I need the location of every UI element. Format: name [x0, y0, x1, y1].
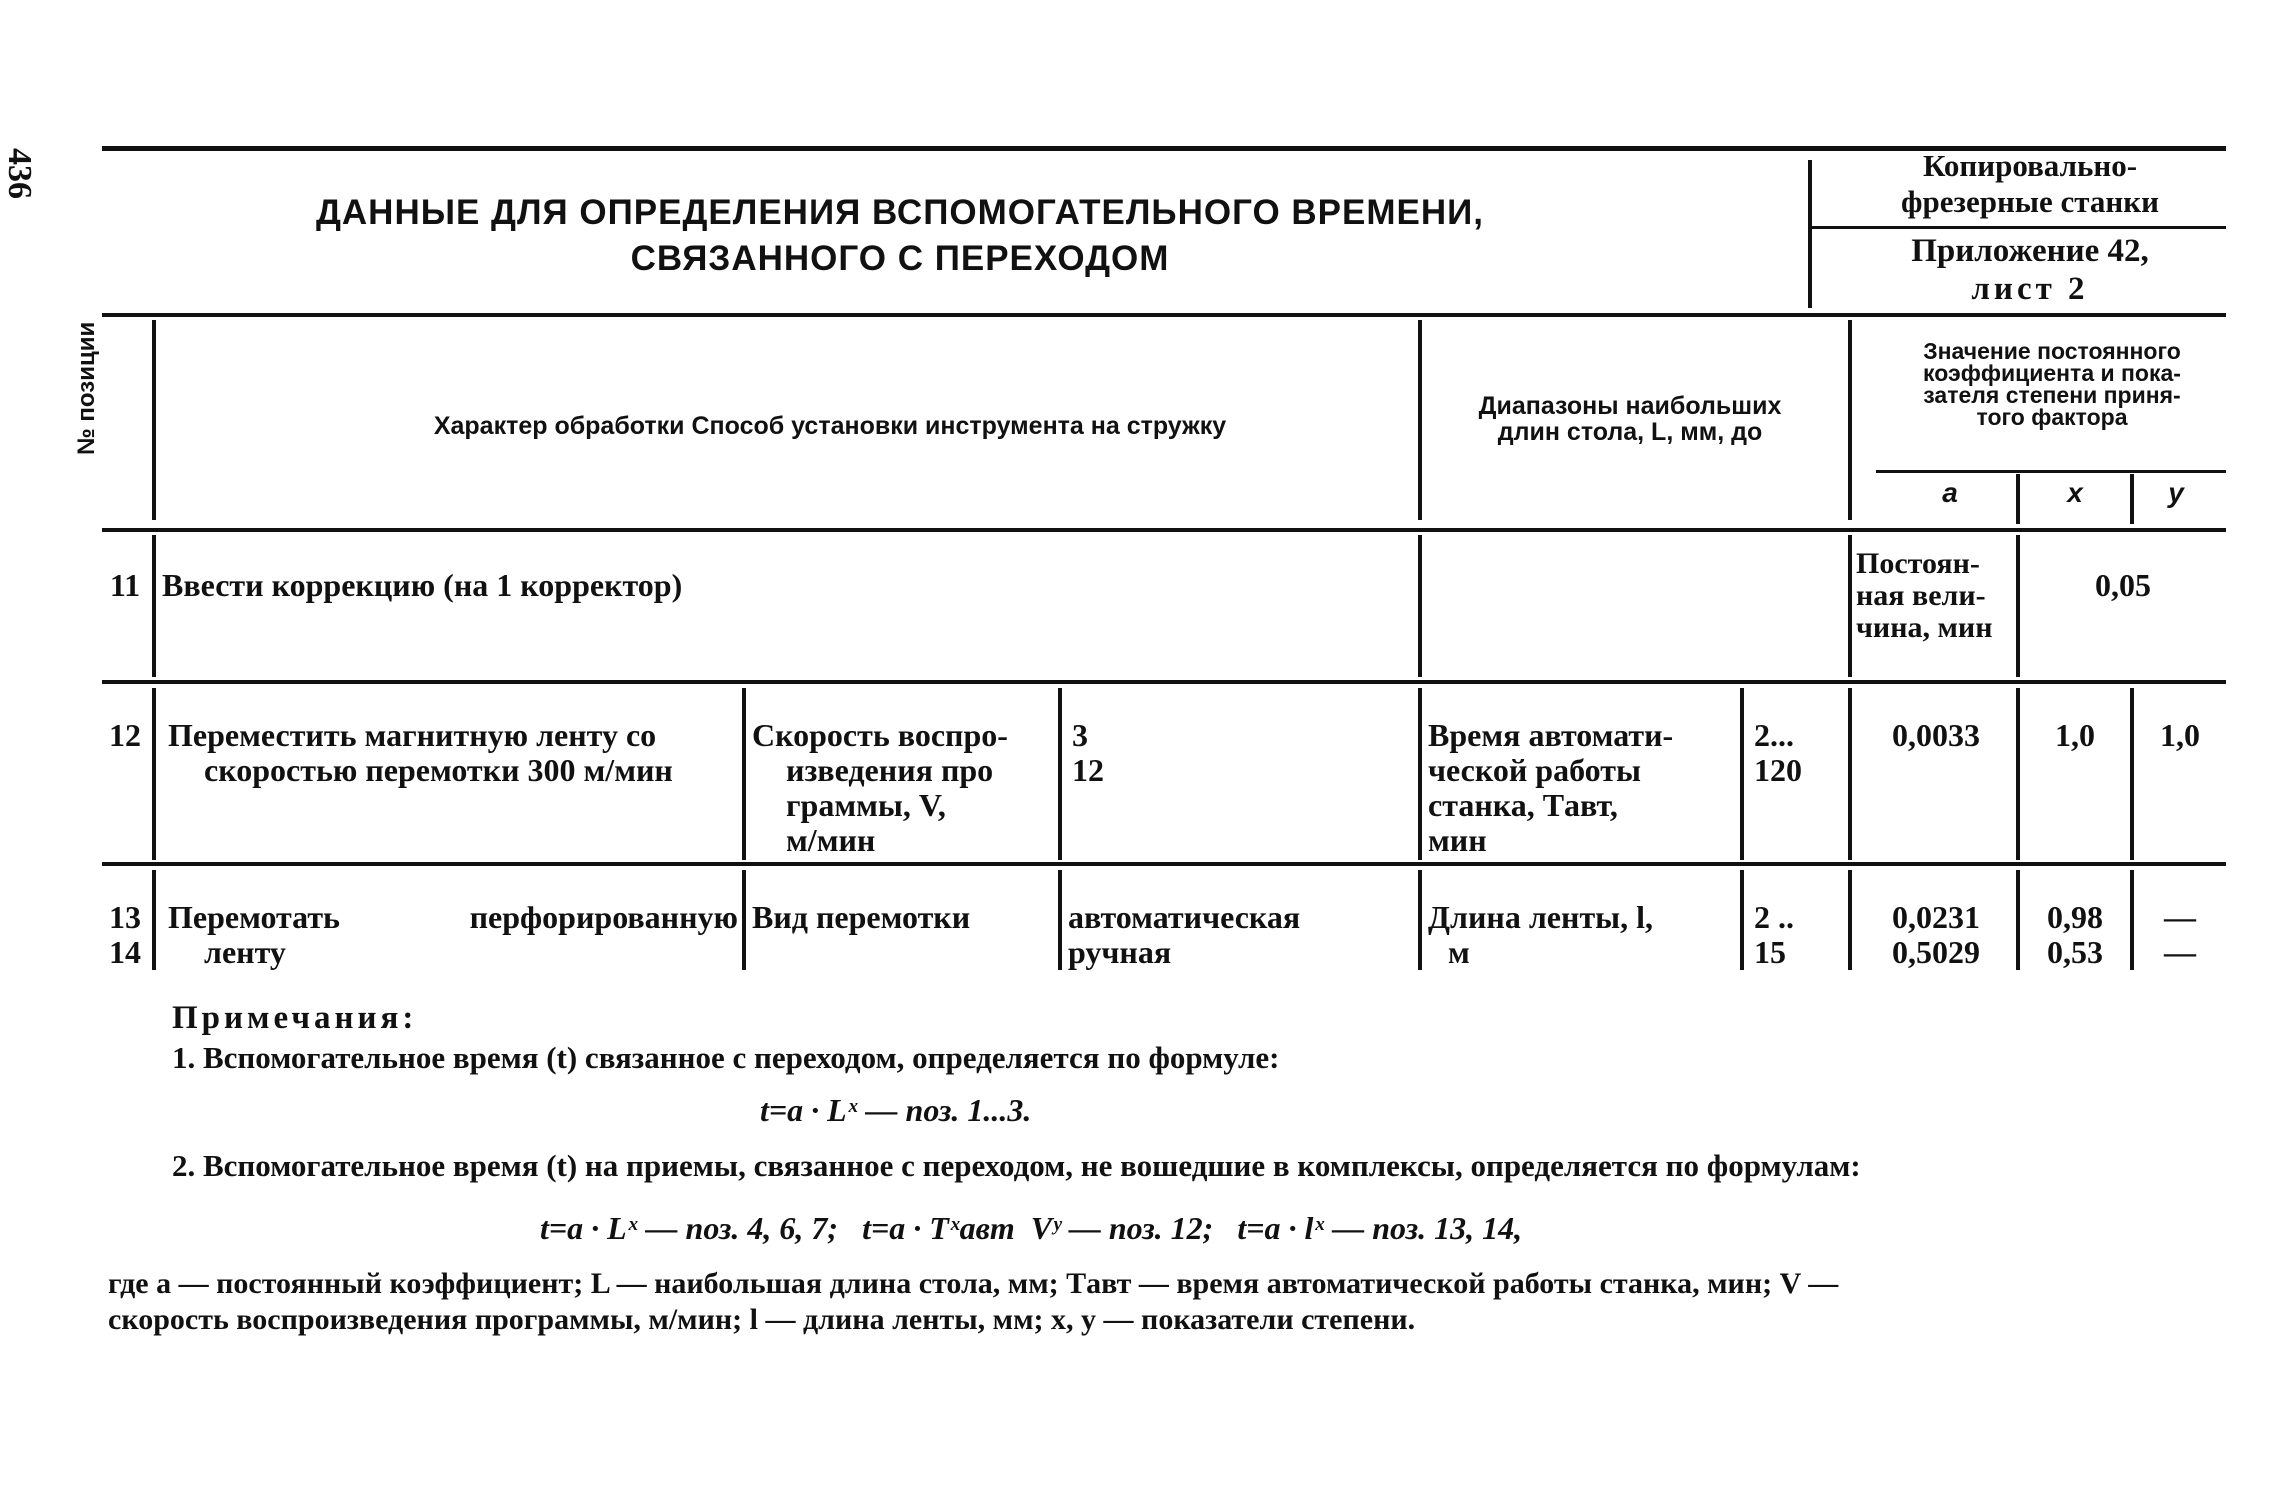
row12-range-line-1: 2...: [1754, 717, 1794, 753]
row13-description-line-1a: Перемотать: [168, 899, 340, 935]
row13-description-line-1b: перфорированную: [469, 899, 738, 935]
row11-description: Ввести коррекцию (на 1 корректор): [162, 567, 683, 603]
row12-method: [752, 718, 1052, 858]
col-header-range-line-1: Диапазоны наибольших: [1478, 392, 1782, 420]
row12-values-line-1: 3: [1072, 717, 1088, 753]
row12-description-line-1: Переместить магнитную ленту со: [168, 717, 657, 753]
row11-constant-line-1: Постоян-: [1856, 547, 1980, 580]
table-top-rule: [102, 313, 2226, 317]
col-header-y: y: [2168, 477, 2184, 508]
row13-position: [100, 900, 150, 970]
row12-values-line-2: 12: [1072, 752, 1104, 788]
row11-vline-const: [2016, 535, 2020, 677]
row12-method-line-1: Скорость воспро-: [752, 717, 1008, 753]
hdr-vline-pos: [152, 320, 156, 520]
title-line-2: СВЯЗАННОГО С ПЕРЕХОДОМ: [630, 239, 1170, 278]
col-header-coef-line-2: коэффициента и пока-: [1923, 360, 2181, 386]
page-number: 436: [1, 148, 38, 199]
row13-method: Вид перемотки: [752, 899, 971, 935]
formula-2: t=a · Lˣ — поз. 4, 6, 7; t=a · Tˣавт Vʸ — поз. 12; t=a · lˣ — поз. 13, 14,: [540, 1210, 1523, 1246]
row11-constant-line-2: ная вели-: [1856, 579, 1986, 612]
row11-constant-label: [1856, 548, 2016, 644]
row12-vline-vals: [1058, 688, 1062, 860]
row13-vline-method: [742, 870, 746, 970]
appendix-line-1: Приложение 42,: [1911, 233, 2149, 269]
row12-values: [1072, 718, 1372, 788]
row13-values: [1068, 900, 1408, 970]
row11-position: 11: [109, 567, 141, 603]
hdr-vline-range: [1418, 320, 1422, 520]
row12-position: 12: [109, 717, 141, 753]
row13-a: [1856, 900, 2016, 970]
notes-heading: Примечания:: [172, 1000, 418, 1036]
row12-x: 1,0: [2055, 717, 2095, 753]
row13-position-line-1: 13: [109, 899, 141, 935]
row13-y-line-2: —: [2164, 934, 2196, 970]
row13-position-line-2: 14: [109, 934, 141, 970]
col-header-coefficient: [1872, 340, 2232, 428]
row12-method-line-4: м/мин: [786, 822, 876, 858]
row13-x-line-1: 0,98: [2047, 899, 2103, 935]
row13-y-line-1: —: [2164, 899, 2196, 935]
appendix-label: [1830, 232, 2230, 308]
row13-range-line-2: 15: [1754, 934, 1786, 970]
legend-line-1: где a — постоянный коэффициент; L — наибольшая длина стола, мм; Tавт — время автоматической работы станка, мин; V —: [108, 1267, 1839, 1300]
hdr-vline-x-y: [2130, 474, 2134, 524]
row12-factor-line-1: Время автомати-: [1428, 717, 1674, 753]
row12-vline-coef: [1848, 688, 1852, 860]
row11-constant-line-3: чина, мин: [1856, 611, 1993, 644]
row13-vline-pos: [152, 870, 156, 970]
row13-vline-rangeval: [1740, 870, 1744, 970]
row12-description-line-2: скоростью перемотки 300 м/мин: [204, 752, 673, 788]
row11-vline-coef: [1848, 535, 1852, 677]
row12-vline-range: [1418, 688, 1422, 860]
row12-vline-method: [742, 688, 746, 860]
page-title: [250, 190, 1550, 282]
col-header-a: a: [1942, 477, 1958, 508]
row11-bottom-rule: [102, 680, 2226, 684]
row12-factor: [1428, 718, 1738, 858]
side-box-rule: [1812, 226, 2226, 229]
row12-range-line-2: 120: [1754, 752, 1802, 788]
row13-factor-line-2: м: [1448, 934, 1470, 970]
row12-vline-pos: [152, 688, 156, 860]
row13-a-line-2: 0,5029: [1892, 934, 1980, 970]
row13-vline-range: [1418, 870, 1422, 970]
row12-method-line-2: изведения про: [786, 752, 994, 788]
note-2: 2. Вспомогательное время (t) на приемы, связанное с переходом, не вошедшие в комплексы, определяется по формулам:: [172, 1148, 1861, 1183]
row12-y: 1,0: [2160, 717, 2200, 753]
row13-a-line-1: 0,0231: [1892, 899, 1980, 935]
header-bottom-rule: [102, 528, 2226, 532]
appendix-line-2: лист 2: [1971, 271, 2089, 307]
machine-type-line-1: Копировально-: [1922, 148, 2138, 183]
row12-vline-a-x: [2016, 688, 2020, 860]
col-header-x: x: [2067, 477, 2083, 508]
row13-values-line-1: автоматическая: [1068, 899, 1301, 935]
row12-factor-line-4: мин: [1428, 822, 1487, 858]
col-header-coef-line-4: того фактора: [1976, 404, 2128, 430]
row13-vline-coef: [1848, 870, 1852, 970]
row12-bottom-rule: [102, 862, 2226, 866]
row13-description-line-2: ленту: [204, 934, 286, 970]
note-1: 1. Вспомогательное время (t) связанное с переходом, определяется по формуле:: [172, 1040, 1280, 1075]
row11-value: 0,05: [2095, 567, 2151, 603]
formula-1: t=a · Lˣ — поз. 1...3.: [760, 1092, 1032, 1128]
col-header-coef-line-1: Значение постоянного: [1923, 338, 2181, 364]
title-line-1: ДАННЫЕ ДЛЯ ОПРЕДЕЛЕНИЯ ВСПОМОГАТЕЛЬНОГО ВРЕМЕНИ,: [315, 193, 1485, 232]
row13-x: [2020, 900, 2130, 970]
row13-vline-vals: [1058, 870, 1062, 970]
row13-x-line-2: 0,53: [2047, 934, 2103, 970]
row12-method-line-3: граммы, V,: [786, 787, 946, 823]
row12-description: [168, 718, 738, 788]
machine-type: [1830, 148, 2230, 220]
row13-range-line-1: 2 ..: [1754, 899, 1794, 935]
side-box-divider: [1808, 160, 1812, 308]
row13-y: [2134, 900, 2226, 970]
col-header-character: Характер обработки Способ установки инструмента на стружку: [433, 412, 1227, 440]
machine-type-line-2: фрезерные станки: [1901, 184, 2159, 219]
row12-vline-rangeval: [1740, 688, 1744, 860]
row13-description-line-1: [168, 900, 738, 935]
col-header-position: № позиции: [73, 321, 100, 455]
hdr-coef-sub-rule: [1876, 470, 2226, 473]
hdr-vline-a-x: [2016, 474, 2020, 524]
row13-factor: [1428, 900, 1738, 970]
legend-line-2: скорость воспроизведения программы, м/мин; l — длина ленты, мм; x, y — показатели степени.: [108, 1303, 1416, 1336]
col-header-range: [1440, 393, 1820, 445]
row11-vline-pos: [152, 535, 156, 677]
row13-values-line-2: ручная: [1068, 934, 1172, 970]
col-header-range-line-2: длин стола, L, мм, до: [1497, 418, 1763, 446]
col-header-coef-line-3: зателя степени приня-: [1923, 382, 2181, 408]
row13-description: [168, 900, 738, 970]
row12-factor-line-2: ческой работы: [1428, 752, 1641, 788]
hdr-vline-coef: [1848, 320, 1852, 520]
row12-vline-x-y: [2130, 688, 2134, 860]
row12-range: [1754, 718, 1844, 788]
row13-factor-line-1: Длина ленты, l,: [1428, 899, 1654, 935]
row12-a: 0,0033: [1892, 717, 1980, 753]
row13-range: [1754, 900, 1844, 970]
row11-vline-range: [1418, 535, 1422, 677]
row12-factor-line-3: станка, Tавт,: [1428, 787, 1618, 823]
